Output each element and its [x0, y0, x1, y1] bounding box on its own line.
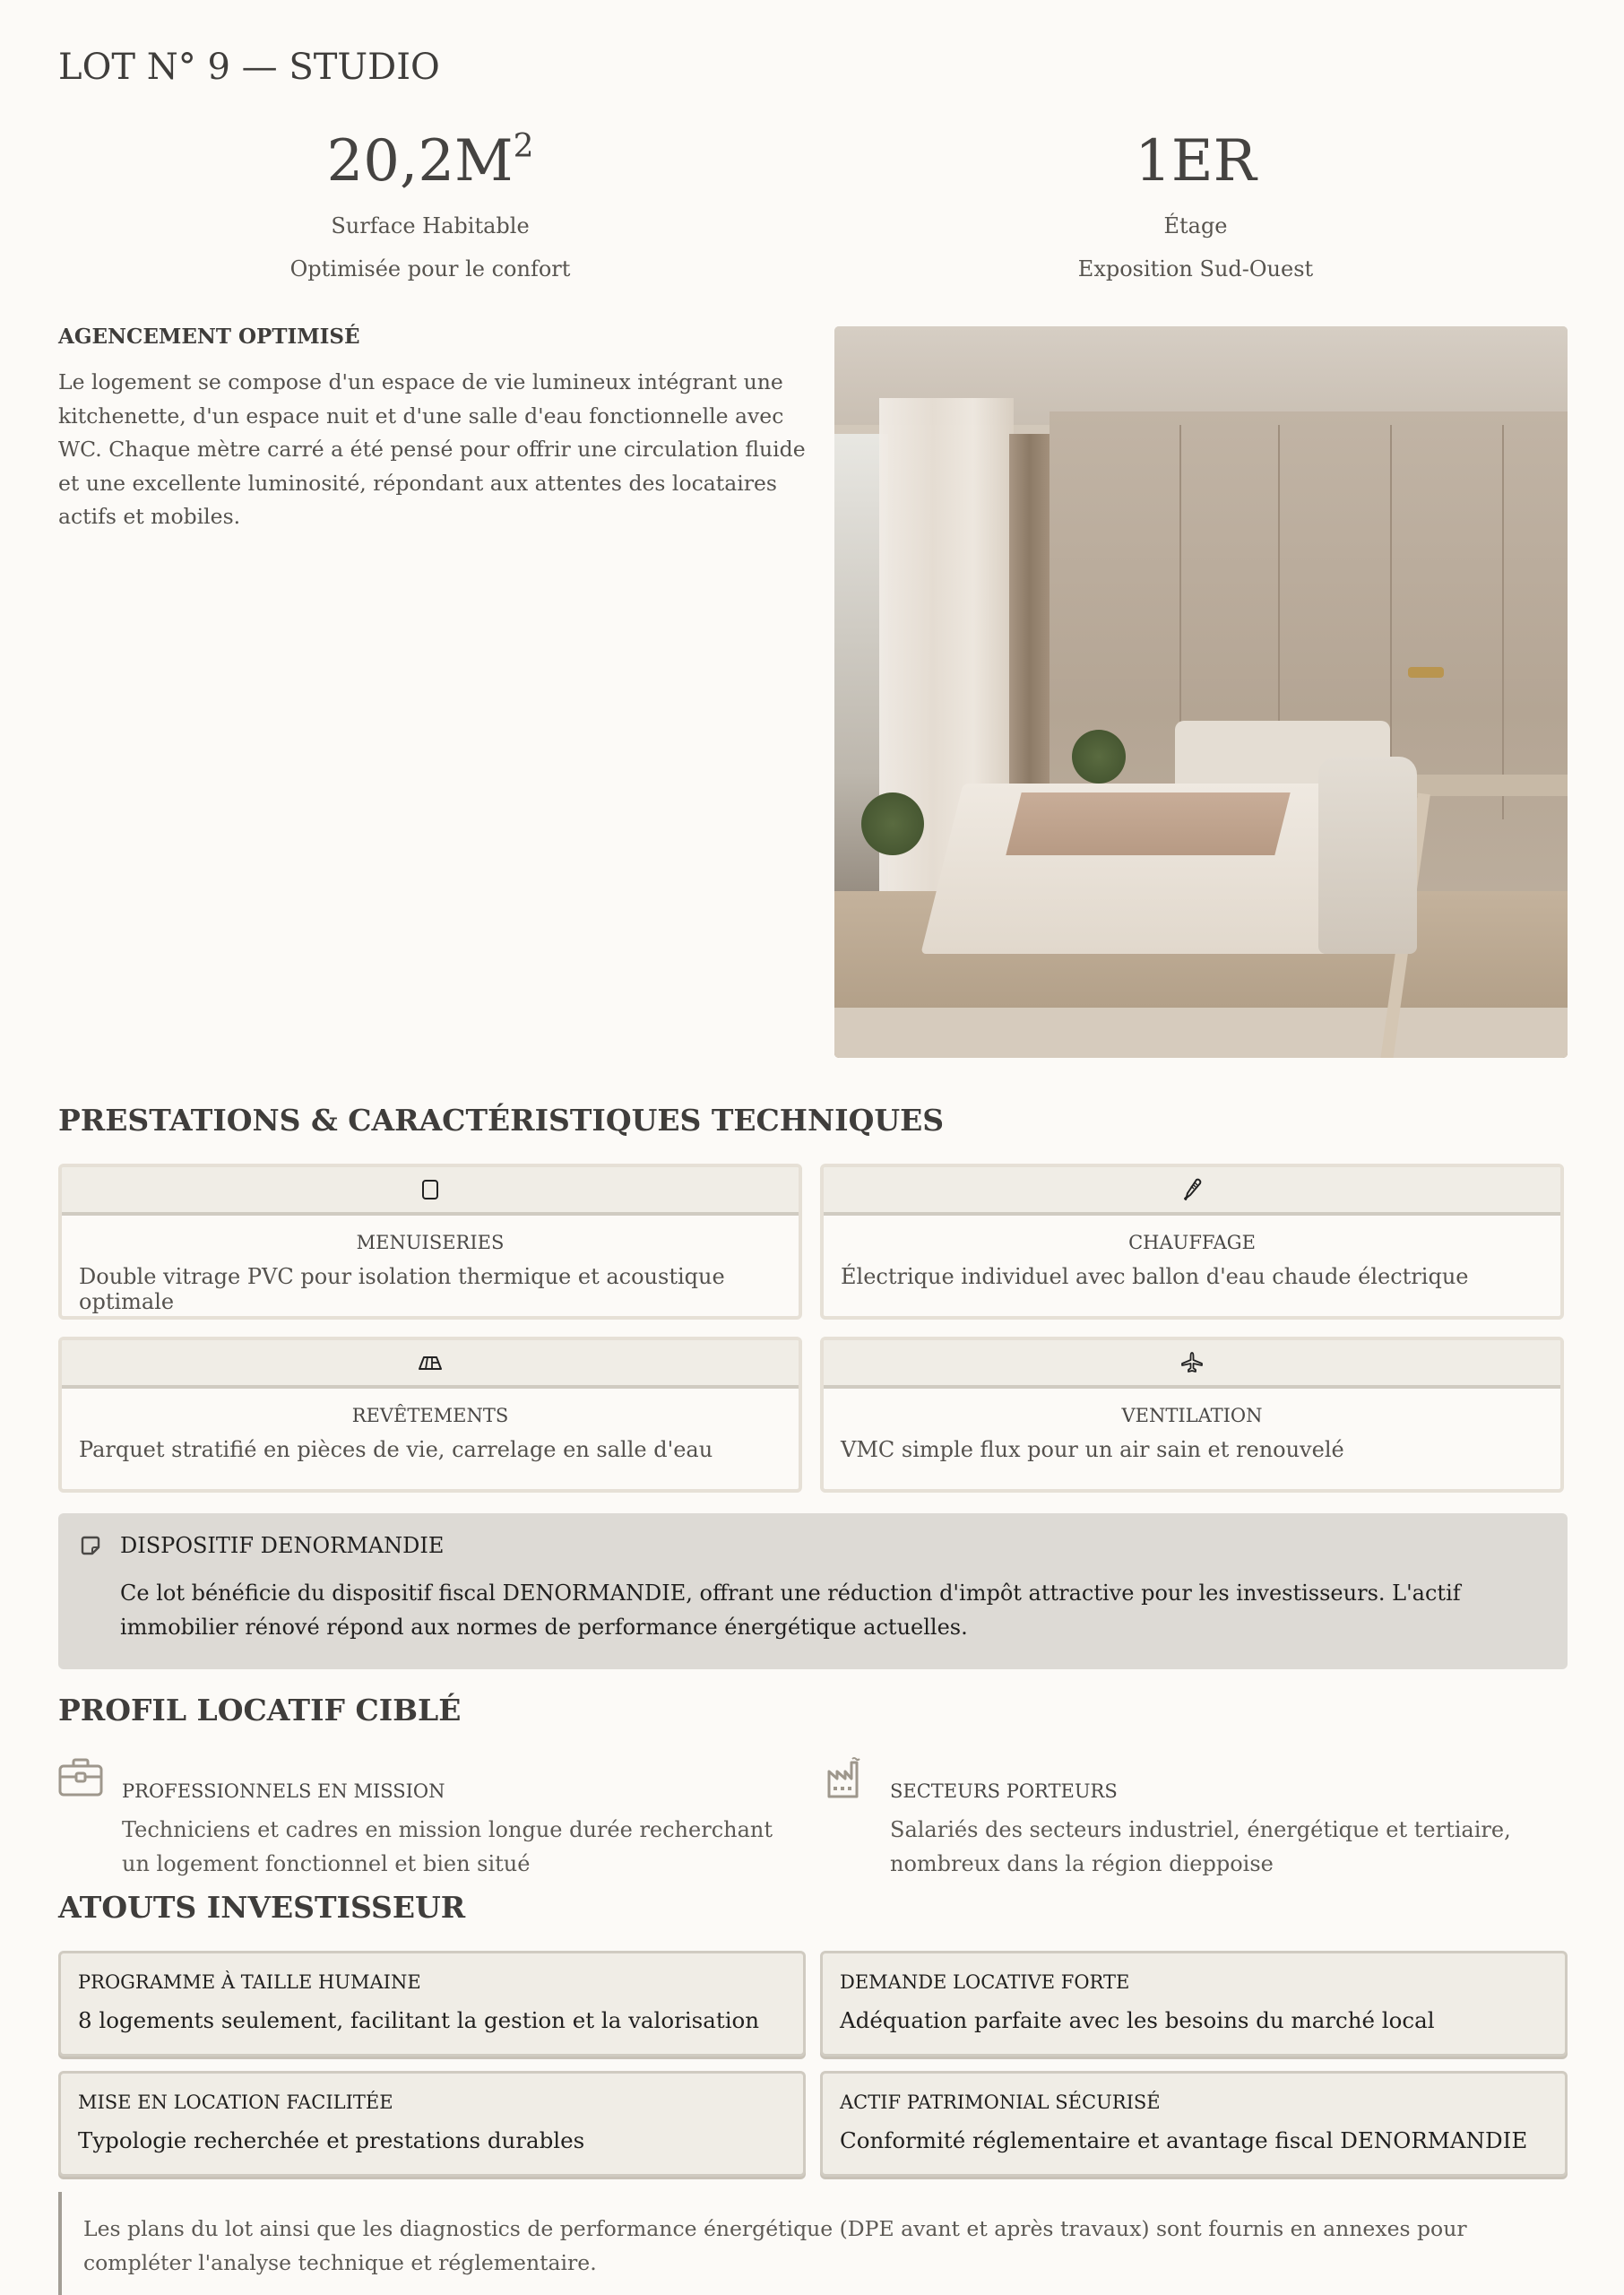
- callout-title: DISPOSITIF DENORMANDIE: [120, 1533, 445, 1558]
- thermometer-icon: [1179, 1176, 1205, 1203]
- airplane-icon: [1179, 1349, 1205, 1376]
- denormandie-callout: [58, 1513, 1568, 1669]
- kpi-value: 1ER: [1135, 128, 1257, 195]
- atouts-title: ATOUTS INVESTISSEUR: [58, 1890, 466, 1925]
- asset-text: Adéquation parfaite avec les besoins du marché local: [840, 2007, 1435, 2033]
- asset-text: 8 logements seulement, facilitant la gestion et la valorisation: [78, 2007, 760, 2033]
- spec-desc: Double vitrage PVC pour isolation thermique et acoustique optimale: [79, 1264, 725, 1314]
- spec-desc: Parquet stratifié en pièces de vie, carrelage en salle d'eau: [79, 1437, 713, 1462]
- asset-card: [58, 1951, 806, 2057]
- asset-title: ACTIF PATRIMONIAL SÉCURISÉ: [840, 2091, 1161, 2113]
- asset-title: PROGRAMME À TAILLE HUMAINE: [78, 1971, 421, 1993]
- kpi-surface: [58, 126, 802, 281]
- floor-tiles-icon: [417, 1349, 444, 1376]
- spec-card-ventilation: [820, 1337, 1564, 1493]
- agencement-title: AGENCEMENT OPTIMISÉ: [58, 325, 360, 349]
- sticky-note-icon: [80, 1535, 101, 1556]
- factory-icon: [826, 1755, 871, 1800]
- kpi-sublabel: Optimisée pour le confort: [289, 256, 571, 281]
- page-title: LOT N° 9 — STUDIO: [58, 47, 440, 88]
- spec-label: REVÊTEMENTS: [351, 1405, 509, 1426]
- callout-text: Ce lot bénéficie du dispositif fiscal DENORMANDIE, offrant une réduction d'impôt attractive pour les investisseurs. L'actif immobilier rénové répond aux normes de performance énergétique actuelles.: [120, 1581, 1461, 1640]
- spec-card-menuiseries: [58, 1164, 802, 1320]
- kpi-sublabel: Exposition Sud-Ouest: [1077, 256, 1314, 281]
- spec-label: MENUISERIES: [356, 1232, 505, 1253]
- spec-desc: VMC simple flux pour un air sain et renouvelé: [841, 1437, 1344, 1462]
- kpi-floor: [824, 126, 1568, 281]
- agencement-text: Le logement se compose d'un espace de vie lumineux intégrant une kitchenette, d'un espace nuit et d'une salle d'eau fonctionnelle avec WC. Chaque mètre carré a été pensé pour offrir une circulation fluide et une excellente luminosité, répondant aux attentes des locataires actifs et mobiles.: [58, 369, 806, 529]
- asset-title: DEMANDE LOCATIVE FORTE: [840, 1971, 1130, 1993]
- asset-title: MISE EN LOCATION FACILITÉE: [78, 2091, 393, 2113]
- profile-title: SECTEURS PORTEURS: [890, 1780, 1118, 1802]
- asset-card: [820, 1951, 1568, 2057]
- kpi-label: Étage: [1163, 213, 1228, 238]
- profil-title: PROFIL LOCATIF CIBLÉ: [58, 1693, 462, 1728]
- prestations-title: PRESTATIONS & CARACTÉRISTIQUES TECHNIQUES: [58, 1103, 945, 1138]
- briefcase-icon: [58, 1755, 103, 1800]
- profile-text: Techniciens et cadres en mission longue durée recherchant un logement fonctionnel et bien situé: [122, 1817, 773, 1876]
- asset-text: Typologie recherchée et prestations durables: [78, 2127, 585, 2153]
- kpi-label: Surface Habitable: [331, 213, 530, 238]
- window-square-icon: [417, 1176, 444, 1203]
- spec-label: VENTILATION: [1121, 1405, 1263, 1426]
- spec-card-revetements: [58, 1337, 802, 1493]
- asset-card: [820, 2071, 1568, 2177]
- kpi-value: $20,2M^2$: [326, 128, 534, 195]
- spec-desc: Électrique individuel avec ballon d'eau chaude électrique: [841, 1264, 1469, 1289]
- profile-title: PROFESSIONNELS EN MISSION: [122, 1780, 445, 1802]
- note-text: Les plans du lot ainsi que les diagnostics de performance énergétique (DPE avant et après travaux) sont fournis en annexes pour compléter l'analyse technique et réglementaire.: [83, 2216, 1467, 2275]
- spec-card-chauffage: [820, 1164, 1564, 1320]
- profile-text: Salariés des secteurs industriel, énergétique et tertiaire, nombreux dans la région dieppoise: [890, 1817, 1511, 1876]
- studio-photo: [834, 326, 1568, 1058]
- asset-card: [58, 2071, 806, 2177]
- asset-text: Conformité réglementaire et avantage fiscal DENORMANDIE: [840, 2127, 1528, 2153]
- spec-label: CHAUFFAGE: [1128, 1232, 1256, 1253]
- annex-note: [58, 2192, 1568, 2295]
